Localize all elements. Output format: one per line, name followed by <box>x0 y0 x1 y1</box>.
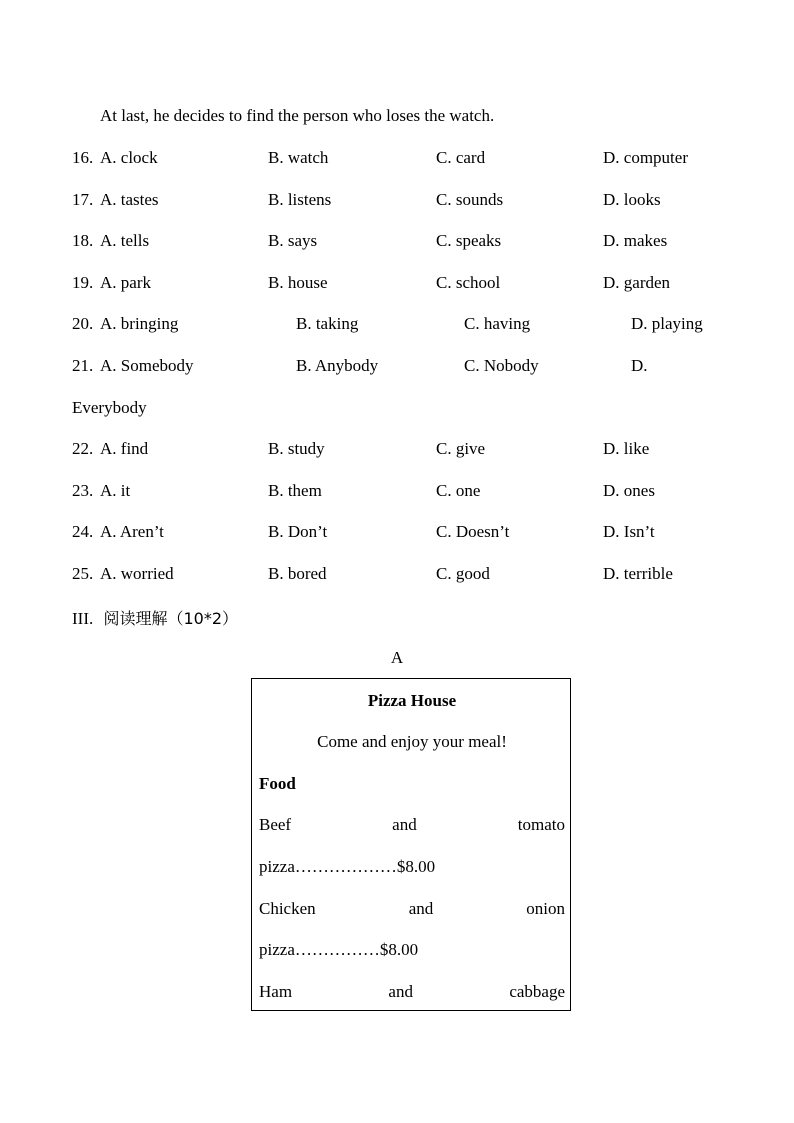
pizza-menu-box <box>251 678 571 1011</box>
section-numeral: III. <box>72 609 94 628</box>
option-b: B. listens <box>268 190 332 209</box>
menu-item-1-price: pizza………………$8.00 <box>259 857 436 876</box>
option-d: D. makes <box>603 231 668 250</box>
option-c: C. having <box>464 314 531 333</box>
question-row-25 <box>0 564 794 588</box>
option-d: D. playing <box>631 314 703 333</box>
menu-item-1-name <box>259 815 565 839</box>
question-row-17 <box>0 190 794 214</box>
option-c: C. Doesn’t <box>436 522 510 541</box>
question-row-18 <box>0 231 794 255</box>
option-a: A. find <box>100 439 149 458</box>
question-number: 23. <box>72 481 94 500</box>
passage-label: A <box>390 648 404 667</box>
option-c: C. good <box>436 564 490 583</box>
option-a: A. worried <box>100 564 174 583</box>
word: Chicken <box>259 899 316 918</box>
option-b: B. house <box>268 273 328 292</box>
question-number: 16. <box>72 148 94 167</box>
option-c: C. card <box>436 148 486 167</box>
word: onion <box>526 899 565 918</box>
option-a: A. clock <box>100 148 158 167</box>
food-heading: Food <box>259 774 296 793</box>
section-title: 阅读理解（10*2） <box>103 609 239 628</box>
question-row-22 <box>0 439 794 463</box>
option-d: D. computer <box>603 148 688 167</box>
option-a: A. Aren’t <box>100 522 164 541</box>
menu-title: Pizza House <box>367 691 457 710</box>
question-number: 20. <box>72 314 94 333</box>
option-d: D. Isn’t <box>603 522 655 541</box>
option-b: B. taking <box>296 314 359 333</box>
intro-line: At last, he decides to find the person who loses the watch. <box>100 106 495 125</box>
option-c: C. sounds <box>436 190 504 209</box>
menu-item-2-price: pizza……………$8.00 <box>259 940 419 959</box>
word: tomato <box>517 815 565 834</box>
question-row-20 <box>0 314 794 338</box>
section-heading <box>72 606 238 629</box>
option-b: B. study <box>268 439 325 458</box>
option-b: B. watch <box>268 148 329 167</box>
option-a: A. park <box>100 273 151 292</box>
option-a: A. Somebody <box>100 356 194 375</box>
question-number: 21. <box>72 356 94 375</box>
option-a: A. it <box>100 481 131 500</box>
question-number: 22. <box>72 439 94 458</box>
option-b: B. bored <box>268 564 327 583</box>
question-number: 24. <box>72 522 94 541</box>
option-a: A. bringing <box>100 314 179 333</box>
question-number: 18. <box>72 231 94 250</box>
option-c: C. one <box>436 481 481 500</box>
option-d: D. terrible <box>603 564 673 583</box>
option-c: C. Nobody <box>464 356 539 375</box>
option-d: D. ones <box>603 481 655 500</box>
option-d: D. like <box>603 439 650 458</box>
option-a: A. tastes <box>100 190 159 209</box>
word: Ham <box>259 982 293 1001</box>
menu-item-3-name <box>259 982 565 1006</box>
question-number: 25. <box>72 564 94 583</box>
question-number: 17. <box>72 190 94 209</box>
option-b: B. Anybody <box>296 356 379 375</box>
question-row-19 <box>0 273 794 297</box>
option-c: C. speaks <box>436 231 502 250</box>
word: and <box>392 815 417 834</box>
question-number: 19. <box>72 273 94 292</box>
word: and <box>408 899 434 918</box>
option-d: D. garden <box>603 273 671 292</box>
option-b: B. them <box>268 481 322 500</box>
word: Beef <box>259 815 292 834</box>
option-d-wrapped-text: Everybody <box>72 398 147 417</box>
question-row-24 <box>0 522 794 546</box>
question-row-23 <box>0 481 794 505</box>
question-row-16 <box>0 148 794 172</box>
option-a: A. tells <box>100 231 150 250</box>
word: cabbage <box>509 982 565 1001</box>
option-c: C. school <box>436 273 501 292</box>
option-b: B. says <box>268 231 318 250</box>
menu-subtitle: Come and enjoy your meal! <box>317 732 507 751</box>
menu-item-2-name <box>259 899 565 923</box>
word: and <box>388 982 413 1001</box>
question-row-21 <box>0 356 794 380</box>
option-b: B. Don’t <box>268 522 328 541</box>
option-d: D. looks <box>603 190 661 209</box>
option-d: D. <box>631 356 648 375</box>
option-c: C. give <box>436 439 486 458</box>
